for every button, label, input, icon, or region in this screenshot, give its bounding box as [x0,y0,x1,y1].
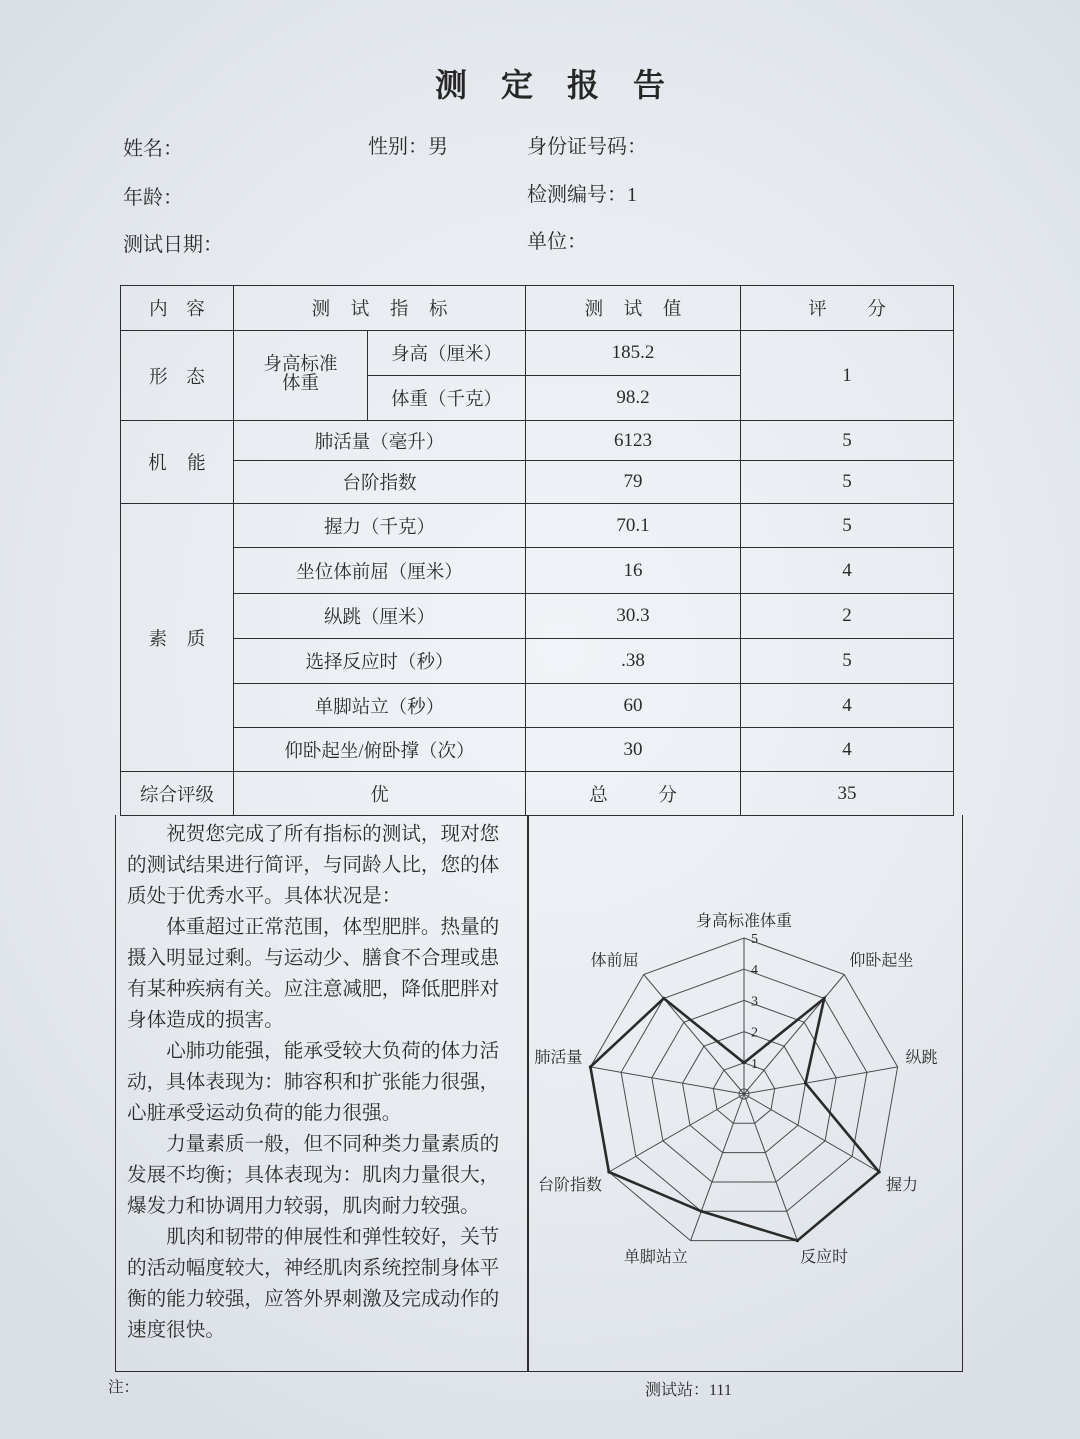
test-value: 16 [526,548,741,594]
note-label: 注： [108,1379,140,1396]
section-fitness: 素 质 [121,504,234,772]
radar-spoke [609,1094,744,1172]
radar-axis-label: 纵跳 [905,1049,938,1067]
group-cell [234,331,368,421]
total-score-value: 35 [741,772,954,816]
table-row [121,684,954,728]
test-value: 98.2 [526,376,741,421]
test-date-label: 测试日期： [123,234,223,256]
test-value: 185.2 [526,331,741,376]
comment-paragraph: 祝贺您完成了所有指标的测试，现对您的测试结果进行简评，与同龄人比，您的体质处于优秀水平。具体状况是： [127,824,500,907]
test-value: 79 [526,461,741,504]
test-value: 30.3 [526,594,741,639]
name-label: 姓名： [123,138,183,160]
score-value: 4 [741,684,954,728]
radar-axis-label: 单脚站立 [623,1249,688,1267]
radar-axis-label: 台阶指数 [537,1177,602,1194]
radar-axis-label: 体前屈 [590,952,639,970]
radar-chart [527,815,964,1372]
score-value: 4 [741,548,954,594]
table-row [121,594,954,639]
indicator-label: 单脚站立（秒） [234,684,526,728]
indicator-label: 握力（千克） [234,504,526,548]
header-indicator: 测 试 指 标 [234,286,526,331]
test-value: 6123 [526,421,741,461]
total-score-label: 总 分 [526,772,741,816]
test-number-value: 1 [627,184,637,206]
header-value: 测 试 值 [526,286,741,331]
test-station-label: 测试站：111 [645,1382,732,1399]
test-value: 60 [526,684,741,728]
test-number-field [527,181,637,209]
score-value: 5 [741,421,954,461]
radar-data-point [878,1170,881,1173]
indicator-label: 纵跳（厘米） [234,594,526,639]
radar-tick-label: 2 [751,1025,758,1041]
radar-axis-label: 握力 [886,1177,919,1194]
section-morphology: 形 态 [121,331,234,421]
indicator-label: 仰卧起坐/俯卧撑（次） [234,728,526,772]
radar-tick-label: 5 [751,932,758,947]
indicator-label: 台阶指数 [234,461,526,504]
test-value: 70.1 [526,504,741,548]
overall-rating-label: 综合评级 [121,772,234,816]
score-value: 1 [741,331,954,421]
header-score: 评 分 [741,286,954,331]
comment-paragraph: 心肺功能强，能承受较大负荷的体力活动，具体表现为：肺容积和扩张能力很强，心脏承受运动负荷的能力很强。 [127,1041,500,1124]
gender-field [368,133,448,161]
report-title: 测 定 报 告 [434,67,678,103]
score-value: 4 [741,728,954,772]
indicator-label: 坐位体前屈（厘米） [234,548,526,594]
comment-paragraph: 力量素质一般，但不同种类力量素质的发展不均衡；具体表现为：肌肉力量很大，爆发力和协调用力较弱，肌肉耐力较强。 [127,1134,500,1217]
radar-data-point [607,1170,610,1173]
radar-tick-label: 4 [751,963,758,979]
report-table [120,285,954,816]
test-value: 30 [526,728,741,772]
table-row [121,421,954,461]
age-label: 年龄： [123,187,183,209]
header-content: 内 容 [121,286,234,331]
radar-spoke [744,1094,879,1172]
radar-data-point [742,1061,745,1064]
test-value: .38 [526,639,741,684]
group-height-weight-label: 身高标准体重 [263,355,338,394]
radar-data-point [662,997,665,1000]
table-row [121,728,954,772]
evaluation-comments [127,819,507,1346]
table-row [121,639,954,684]
radar-spoke [744,975,844,1095]
test-number-label: 检测编号： [527,184,627,206]
summary-row [121,772,954,816]
indicator-label: 身高（厘米） [368,331,526,376]
radar-spoke [744,1067,898,1094]
score-value: 5 [741,461,954,504]
radar-data-point [804,1082,807,1085]
table-row [121,331,954,376]
section-function: 机 能 [121,421,234,504]
overall-rating-value: 优 [234,772,526,816]
radar-data-point [823,997,826,1000]
comment-paragraph: 体重超过正常范围，体型肥胖。热量的摄入明显过剩。与运动少、膳食不合理或患有某种疾病有关。应注意减肥，降低肥胖对身体造成的损害。 [127,917,500,1031]
radar-spoke [691,1094,744,1241]
radar-spoke [590,1067,744,1094]
table-row [121,461,954,504]
score-value: 2 [741,594,954,639]
indicator-label: 肺活量（毫升） [234,421,526,461]
comment-paragraph: 肌肉和韧带的伸展性和弹性较好，关节的活动幅度较大，神经肌肉系统控制身体平衡的能力较强，应答外界刺激及完成动作的速度很快。 [127,1227,500,1341]
score-value: 5 [741,639,954,684]
unit-label: 单位： [527,231,587,253]
radar-axis-label: 身高标准体重 [695,913,793,930]
radar-tick-label: 1 [751,1056,758,1072]
radar-spoke [644,975,744,1095]
radar-axis-label: 肺活量 [534,1049,583,1067]
radar-data-point [700,1210,703,1213]
indicator-label: 体重（千克） [368,376,526,421]
score-value: 5 [741,504,954,548]
table-header-row [121,286,954,331]
gender-value: 男 [428,136,448,158]
radar-data-point [796,1239,799,1242]
radar-axis-label: 仰卧起坐 [849,952,914,970]
radar-data-point [589,1065,592,1068]
radar-spoke [744,1094,797,1241]
indicator-label: 选择反应时（秒） [234,639,526,684]
table-row [121,504,954,548]
id-number-label: 身份证号码： [527,136,647,158]
gender-label: 性别： [368,136,428,158]
table-row [121,548,954,594]
radar-tick-label: 3 [751,994,758,1010]
radar-axis-label: 反应时 [800,1249,849,1267]
